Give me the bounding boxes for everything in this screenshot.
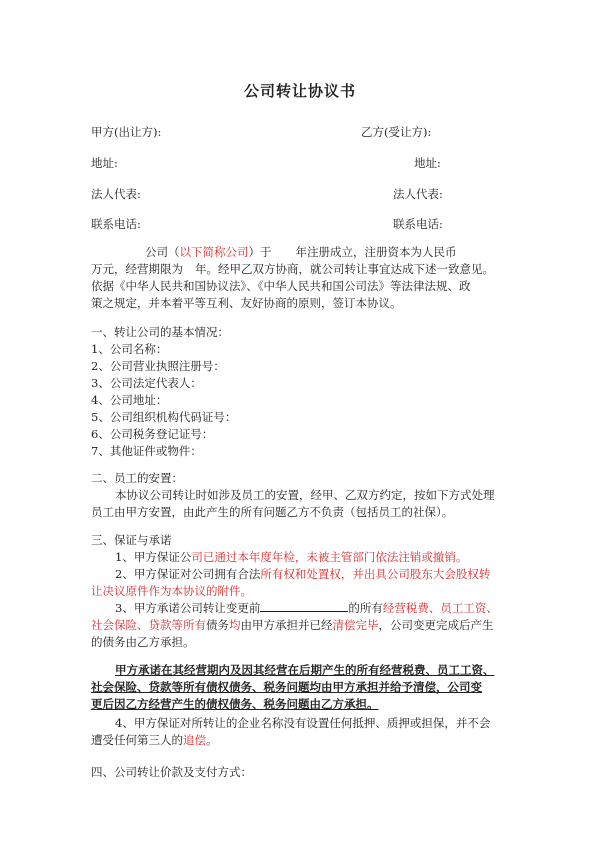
clause-text: 遭受任何第三人的 (91, 733, 183, 747)
address-b-label: 地址: (414, 156, 441, 170)
clause-highlight: 所有权和处置权，并出具公司股东大会股权转 (260, 567, 491, 581)
clause-text: 的所有 (348, 601, 383, 615)
list-item: 2、公司营业执照注册号： (91, 359, 225, 373)
clause-highlight: 清偿完毕 (332, 618, 379, 632)
address-a-label: 地址: (91, 156, 118, 170)
party-a-label: 甲方(出让方): (91, 125, 162, 139)
list-item: 5、公司组织机构代码证号： (91, 410, 237, 424)
clause-4: 4、甲方保证对所转让的企业名称没有设置任何抵押、质押或担保，并不会 (115, 716, 491, 730)
intro-line-1 (145, 244, 457, 261)
intro-abbrev: 以下简称公司 (179, 245, 249, 259)
section-3-heading: 三、保证与承诺 (91, 533, 172, 547)
phone-a-label: 联系电话: (91, 217, 141, 231)
section-4-heading: 四、公司转让价款及支付方式： (91, 765, 252, 779)
clause-3 (115, 600, 498, 617)
clause-highlight: 追偿 (183, 733, 206, 747)
clause-highlight: 社会保险、贷款等所有 (91, 618, 206, 632)
section-1-heading: 一、转让公司的基本情况： (91, 325, 229, 339)
clause-text: 3、甲方承诺公司转让变更前 (115, 601, 261, 615)
clause-text: 债务 (206, 618, 229, 632)
clause-text: 由甲方承担并已经 (240, 618, 333, 632)
party-b-label: 乙方(受让方): (361, 125, 432, 139)
intro-line-4: 策之规定，并本着平等互利、友好协商的原则，签订本协议。 (91, 296, 402, 310)
clause-highlight: 经营税费、员工工资、 (382, 601, 498, 615)
clause-4-line-2 (91, 732, 218, 749)
intro-text: 年注册成立，注册资本为人民币 (295, 245, 457, 259)
list-item: 1、公司名称： (91, 342, 168, 356)
clause-highlight: 均 (229, 618, 241, 632)
clause-text: 。 (206, 733, 218, 747)
section-2-line-2: 员工由甲方安置，由此产生的所有问题乙方不负责（包括员工的社保）。 (91, 505, 454, 519)
intro-text: 公司（ (145, 245, 180, 259)
section-2-line-1: 本协议公司转让时如涉及员工的安置，经甲、乙双方约定，按如下方式处理 (115, 488, 495, 502)
clause-text: 2、甲方保证对公司拥有合法 (115, 567, 261, 581)
list-item: 6、公司税务登记证号： (91, 427, 214, 441)
clause-text: 1、甲方保证公 (115, 550, 192, 564)
intro-line-3: 依据《中华人民共和国协议法》、《中华人民共和国公司法》等法律法规、政 (91, 279, 471, 293)
clause-1 (115, 549, 467, 566)
section-2-heading: 二、员工的安置： (91, 471, 183, 485)
fill-in-blank (260, 601, 348, 612)
list-item: 7、其他证件或物件： (91, 444, 202, 458)
rep-a-label: 法人代表: (91, 187, 141, 201)
clause-highlight: 司已通过本年度年检，未被主管部门依法注销或撤销。 (191, 550, 468, 564)
rep-b-label: 法人代表: (393, 187, 443, 201)
commitment-line-3: 更后因乙方经营产生的债权债务、税务问题由乙方承担。 (91, 697, 379, 711)
clause-3-line-2 (91, 617, 494, 634)
list-item: 4、公司地址： (91, 393, 168, 407)
commitment-line-2: 社会保险、贷款等所有债权债务、税务问题均由甲方承担并给予清偿，公司变 (91, 680, 482, 694)
clause-2-line-2: 让决议原件作为本协议的附件。 (91, 584, 252, 598)
list-item: 3、公司法定代表人： (91, 376, 202, 390)
intro-text: ）于 (248, 245, 272, 259)
commitment-line-1: 甲方承诺在其经营期内及因其经营在后期产生的所有经营税费、员工工资、 (115, 663, 495, 677)
phone-b-label: 联系电话: (393, 217, 443, 231)
clause-text: ，公司变更完成后产生 (378, 618, 494, 632)
clause-3-line-3: 的债务由乙方承担。 (91, 635, 195, 649)
document-title: 公司转让协议书 (243, 82, 356, 100)
clause-2 (115, 566, 490, 583)
intro-text: 年。经甲乙双方协商，就公司转让事宜达成下述一致意见。 (195, 262, 494, 276)
intro-line-2 (91, 261, 494, 278)
intro-text: 万元，经营期限为 (91, 262, 183, 276)
